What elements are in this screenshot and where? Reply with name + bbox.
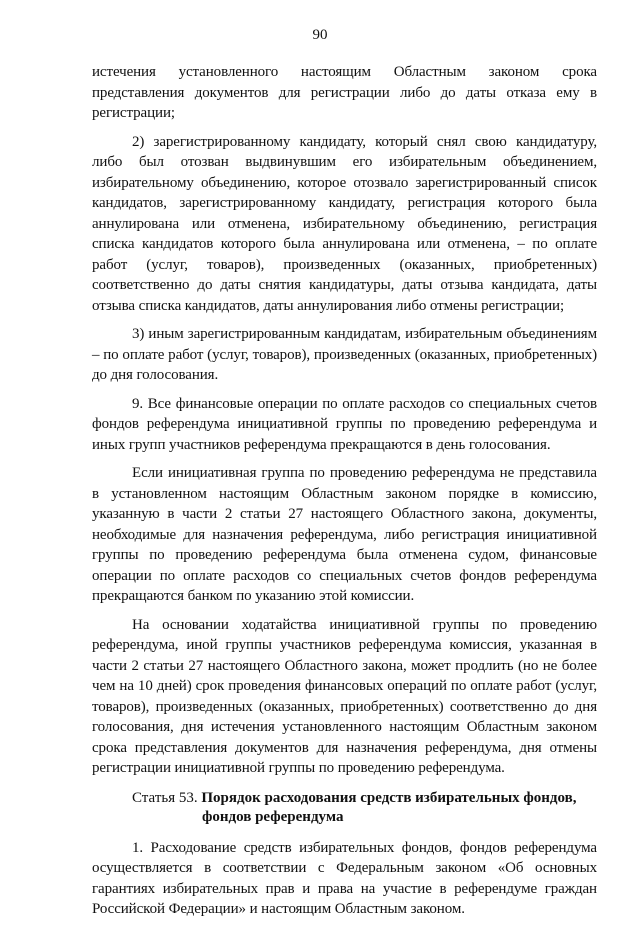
paragraph-initiative-group: Если инициативная группа по проведению референдума не представила в установленном настоящим Областным законом порядке в комиссию, указанную в части 2 статьи 27 настоящего Областного закона, документы, необходимые для назначения референдума, либо регистрация инициативной группы по проведению референдума была отменена судом, финансовые операции по оплате расходов со специальных счетов фондов референдума прекращаются банком по указанию этой комиссии. <box>92 465 597 604</box>
paragraph-part-9: 9. Все финансовые операции по оплате расходов со специальных счетов фондов референдума инициативной группы по проведению референдума и иных групп участников референдума прекращаются в день голосования. <box>92 395 597 453</box>
article-heading <box>92 789 597 827</box>
paragraph-item-3: 3) иным зарегистрированным кандидатам, избирательным объединениям – по оплате работ (услуг, товаров), произведенных (оказанных, приобретенных) до дня голосования. <box>92 326 597 383</box>
paragraph-item-2: 2) зарегистрированному кандидату, который снял свою кандидатуру, либо был отозван выдвинувшим его избирательным объединением, избирательному объединению, которое отозвало зарегистрированный список кандидатов, зарегистрированному кандидату, регистрация которого была аннулирована или отменена, избирательному объединению, регистрация списка кандидатов которого была аннулирована или отменена, – по оплате работ (услуг, товаров), произведенных (оказанных, приобретенных) соответственно до даты снятия кандидатуры, даты отзыва кандидата, даты отзыва списка кандидатов, даты аннулирования либо отмены регистрации; <box>92 133 597 314</box>
document-body <box>92 62 597 928</box>
article-title-continuation: фондов референдума <box>202 808 344 825</box>
article-title: Порядок расходования средств избирательных фондов, <box>201 789 577 806</box>
article-number: Статья 53. <box>132 789 198 806</box>
paragraph-continuation: истечения установленного настоящим Областным законом срока представления документов для регистрации либо до даты отказа ему в регистрации; <box>92 64 597 121</box>
article-paragraph-1: 1. Расходование средств избирательных фондов, фондов референдума осуществляется в соответствии с Федеральным законом «Об основных гарантиях избирательных прав и права на участие в референдуме граждан Российской Федерации» и настоящим Областным законом. <box>92 839 597 917</box>
paragraph-extension: На основании ходатайства инициативной группы по проведению референдума, иной группы участников референдума комиссия, указанная в части 2 статьи 27 настоящего Областного закона, может продлить (но не более чем на 10 дней) срок проведения финансовых операций по оплате работ (услуг, товаров), произведенных (оказанных, приобретенных) соответственно до дня голосования, дня истечения установленного настоящим Областным законом срока представления документов для назначения референдума, дня отмены регистрации инициативной группы по проведению референдума. <box>92 616 597 776</box>
page-number: 90 <box>312 27 328 43</box>
